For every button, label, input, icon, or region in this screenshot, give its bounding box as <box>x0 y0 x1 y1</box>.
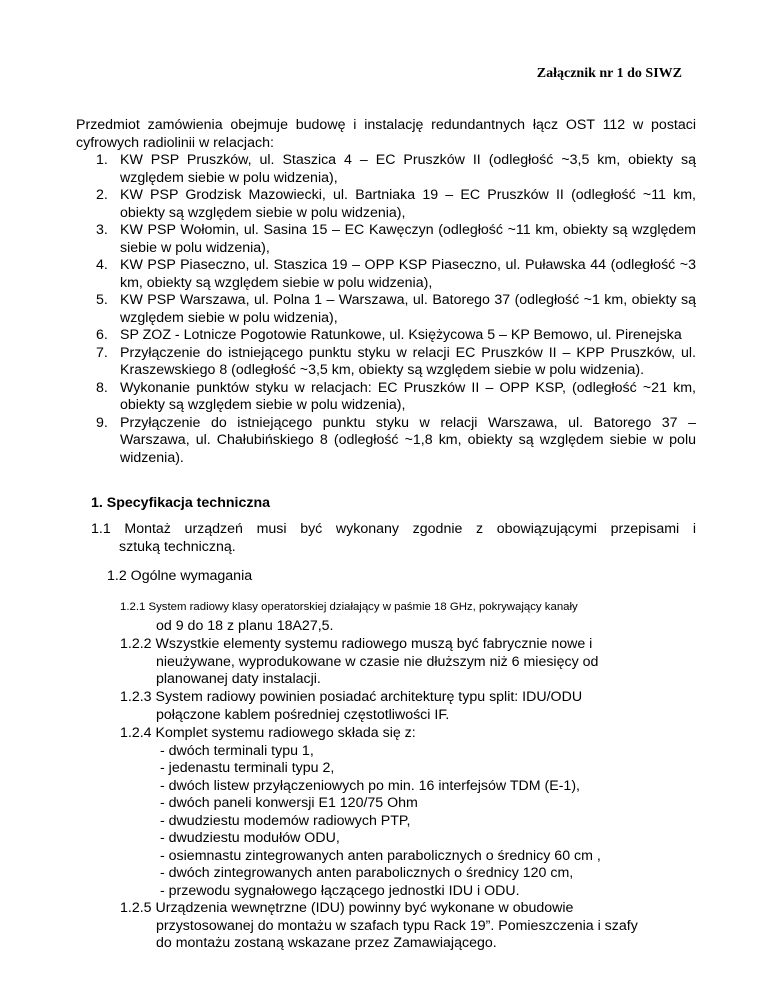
list-item: - dwóch listew przyłączeniowych po min. 16 interfejsów TDM (E-1), <box>160 777 580 794</box>
section-1-2-heading: 1.2 Ogólne wymagania <box>107 568 253 584</box>
list-item: 8. Wykonanie punktów styku w relacjach: EC Pruszków II – OPP KSP, (odległość ~21 km, obiekty są względem siebie w polu widzenia), <box>96 379 696 413</box>
list-item: - dwóch zintegrowanych anten parabolicznych o średnicy 120 cm, <box>160 865 574 881</box>
section-1-2-2-line: planowanej daty instalacji. <box>156 671 321 687</box>
list-item: 9. Przyłączenie do istniejącego punktu styku w relacji Warszawa, ul. Batorego 37 – Warszawa, ul. Chałubińskiego 8 (odległość ~1,8 km, obiekty są względem siebie w polu widzenia). <box>96 414 696 466</box>
section-1-2-4 <box>120 725 720 900</box>
section-1-2-3-line: 1.2.3 System radiowy powinien posiadać architekturę typu split: IDU/ODU <box>120 689 583 705</box>
list-item: - jedenastu terminali typu 2, <box>160 760 335 776</box>
list-item: 6. SP ZOZ - Lotnicze Pogotowie Ratunkowe, ul. Księżycowa 5 – KP Bemowo, ul. Pirenejska <box>96 327 682 343</box>
section-1-2-5 <box>120 900 720 953</box>
section-1-1 <box>91 521 696 556</box>
list-item: - dwóch terminali typu 1, <box>160 742 314 759</box>
annex-label: Załącznik nr 1 do SIWZ <box>536 66 682 81</box>
section-1-2-2-line: 1.2.2 Wszystkie elementy systemu radiowego muszą być fabrycznie nowe i <box>120 636 593 652</box>
section-1-2-5-line: do montażu zostaną wskazane przez Zamawiającego. <box>156 935 497 951</box>
section-1-2-3-line: połączone kablem pośredniej częstotliwości IF. <box>156 706 450 723</box>
list-item: - przewodu sygnałowego łączącego jednostki IDU i ODU. <box>160 882 520 899</box>
section-1-2-2 <box>120 636 720 689</box>
locations-list <box>76 152 696 467</box>
intro-paragraph: Przedmiot zamówienia obejmuje budowę i instalację redundantnych łącz OST 112 w postaci cyfrowych radiolinii w relacjach: <box>76 117 696 151</box>
section-1-2-1-line: 1.2.1 System radiowy klasy operatorskiej działający w paśmie 18 GHz, pokrywający kanały <box>120 601 578 613</box>
list-item: - dwudziestu modemów radiowych PTP, <box>160 812 411 829</box>
list-item: 2. KW PSP Grodzisk Mazowiecki, ul. Bartniaka 19 – EC Pruszków II (odległość ~11 km, obiekty są względem siebie w polu widzenia), <box>96 187 696 221</box>
section-1-1-line: 1.1 Montaż urządzeń musi być wykonany zgodnie z obowiązującymi przepisami i <box>91 521 696 537</box>
section-1-2-1 <box>120 618 720 636</box>
section-heading: 1. Specyfikacja techniczna <box>91 495 271 511</box>
list-item: - dwóch paneli konwersji E1 120/75 Ohm <box>160 795 418 811</box>
section-1-2-3 <box>120 689 720 724</box>
section-1-1-line: sztuką techniczną. <box>119 538 236 555</box>
list-item: - osiemnastu zintegrowanych anten parabolicznych o średnicy 60 cm , <box>160 847 601 864</box>
intro-section <box>76 117 696 467</box>
list-item: 5. KW PSP Warszawa, ul. Polna 1 – Warszawa, ul. Batorego 37 (odległość ~1 km, obiekty są względem siebie w polu widzenia), <box>96 292 696 326</box>
list-item: 1. KW PSP Pruszków, ul. Staszica 4 – EC Pruszków II (odległość ~3,5 km, obiekty są względem siebie w polu widzenia), <box>96 152 696 186</box>
list-item: 7. Przyłączenie do istniejącego punktu styku w relacji EC Pruszków II – KPP Pruszków, ul. Kraszewskiego 8 (odległość ~3,5 km, obiekty są względem siebie w polu widzenia). <box>96 344 696 378</box>
section-1-2-5-line: przystosowanej do montażu w szafach typu Rack 19”. Pomieszczenia i szafy <box>156 917 638 934</box>
list-item: - dwudziestu modułów ODU, <box>160 830 340 846</box>
list-item: 3. KW PSP Wołomin, ul. Sasina 15 – EC Kawęczyn (odległość ~11 km, obiekty są względem siebie w polu widzenia), <box>96 222 696 256</box>
section-1-2-1-line: od 9 do 18 z planu 18A27,5. <box>156 618 334 634</box>
section-1-2-4-title: 1.2.4 Komplet systemu radiowego składa się z: <box>120 725 416 741</box>
list-item: 4. KW PSP Piaseczno, ul. Staszica 19 – OPP KSP Piaseczno, ul. Puławska 44 (odległość ~3 km, obiekty są względem siebie w polu widzenia), <box>96 257 696 291</box>
section-1-2-2-line: nieużywane, wyprodukowane w czasie nie dłuższym niż 6 miesięcy od <box>156 653 599 670</box>
section-1-2-5-line: 1.2.5 Urządzenia wewnętrzne (IDU) powinny być wykonane w obudowie <box>120 900 574 916</box>
